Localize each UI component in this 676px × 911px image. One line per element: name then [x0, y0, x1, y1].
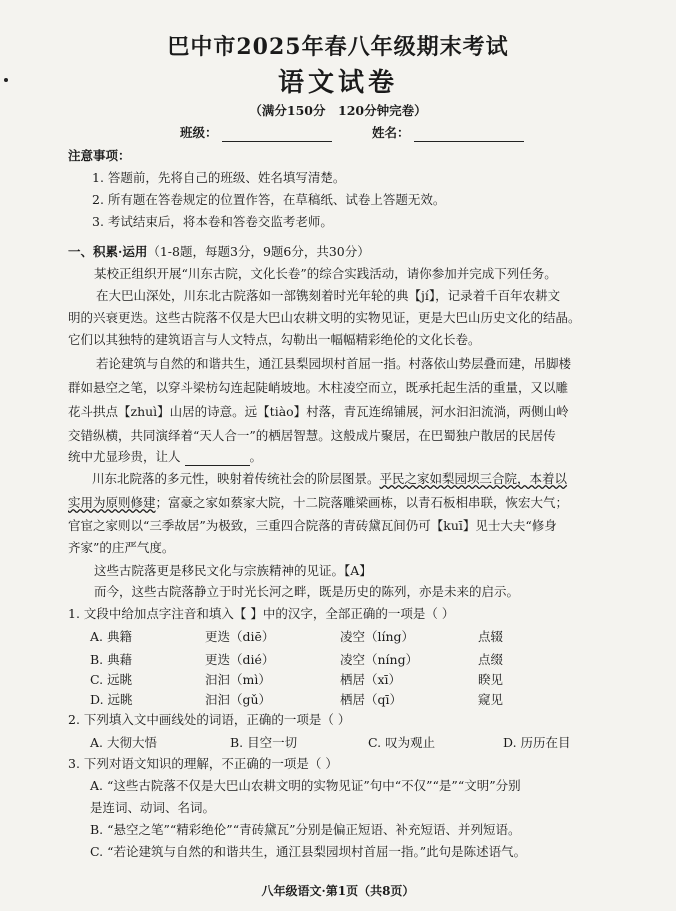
name-field — [372, 124, 524, 142]
passage-line: 若论建筑与自然的和谐共生，通江县梨园坝村首屈一指。村落依山势层叠而建，吊脚楼 — [96, 356, 572, 371]
q1-option-c: 汩汩（mì） — [205, 672, 271, 687]
passage-text: 川东北院落的多元性，映射着传统社会的阶层图景。 — [92, 471, 380, 486]
q2-option-b: B. 目空一切 — [230, 735, 298, 750]
passage-line: 官宦之家则以“三季故居”为极致，三重四合院落的青砖黛瓦间仍可【kuī】见士大夫“修身 — [68, 518, 557, 533]
section-heading — [68, 243, 370, 261]
section-note: （1-8题，每题3分，9题6分，共30分） — [147, 244, 370, 259]
q1-option-d: 汩汩（gǔ） — [205, 692, 272, 707]
q1-option-a: A. 典籍 — [90, 629, 132, 644]
passage-text: 统中尤显珍贵，让人 — [68, 449, 181, 464]
q2-option-a: A. 大彻大悟 — [90, 735, 157, 750]
name-label: 姓名： — [372, 125, 410, 140]
wavy-underlined-text: 实用为原则修建 — [68, 495, 156, 510]
q1-option-d: D. 远眺 — [90, 692, 133, 707]
passage-line: 它们以其独特的建筑语言与人文特点，勾勒出一幅幅精彩绝伦的文化长卷。 — [68, 332, 481, 347]
question-2-stem: 2. 下列填入文中画线处的词语，正确的一项是（ ） — [68, 712, 351, 727]
q1-option-b: 凌空（níng） — [340, 652, 419, 667]
class-field — [180, 124, 332, 142]
q1-option-b: 点缀 — [478, 652, 504, 667]
q1-option-b: B. 典藉 — [90, 652, 133, 667]
wavy-underlined-text: 平民之家如梨园坝三合院，本着以 — [379, 471, 568, 486]
q1-option-d: 栖居（qī） — [340, 692, 402, 707]
passage-text: ；富豪之家如蔡家大院，十二院落雕梁画栋，以青石板相串联，恢宏大气； — [155, 495, 569, 510]
passage-line-with-blank — [68, 448, 262, 466]
q1-option-b: 更迭（dié） — [205, 652, 275, 667]
passage-line: 明的兴衰更迭。这些古院落不仅是大巴山农耕文明的实物见证，更是大巴山历史文化的结晶。 — [68, 310, 581, 325]
question-3-stem: 3. 下列对语文知识的理解，不正确的一项是（ ） — [68, 756, 338, 771]
question-1-stem: 1. 文段中给加点字注音和填入【 】中的汉字，全部正确的一项是（ ） — [68, 606, 455, 621]
passage-line: 花斗拱点【zhuì】山居的诗意。远【tiào】村落，青瓦连绵铺展，河水汩汩流淌，两侧山岭 — [68, 404, 569, 419]
q1-option-c: 睽见 — [478, 672, 504, 687]
q1-option-d: 窥见 — [478, 692, 504, 707]
notice-heading: 注意事项： — [68, 148, 131, 163]
fill-blank-underline — [185, 451, 250, 466]
q3-option-c: C. “若论建筑与自然的和谐共生，通江县梨园坝村首屈一指。”此句是陈述语气。 — [90, 844, 527, 859]
q2-option-c: C. 叹为观止 — [368, 735, 436, 750]
exam-title: 巴中市2025年春八年级期末考试 — [167, 34, 509, 60]
notice-item: 2. 所有题在答卷规定的位置作答，在草稿纸、试卷上答题无效。 — [92, 192, 446, 207]
passage-line: 交错纵横，共同演绎着“天人合一”的栖居智慧。这般成片聚居，在巴蜀独户散居的民居传 — [68, 428, 556, 443]
class-blank — [222, 127, 332, 142]
q3-option-a: A. “这些古院落不仅是大巴山农耕文明的实物见证”句中“不仅”“是”“文明”分别 — [90, 778, 521, 793]
notice-item: 1. 答题前，先将自己的班级、姓名填写清楚。 — [92, 170, 346, 185]
q1-option-a: 凌空（líng） — [340, 629, 415, 644]
passage-line — [92, 470, 567, 488]
notice-item: 3. 考试结束后，将本卷和答卷交监考老师。 — [92, 214, 333, 229]
passage-text: 。 — [249, 449, 263, 464]
q1-option-c: C. 远眺 — [90, 672, 133, 687]
q1-option-c: 栖居（xī） — [340, 672, 402, 687]
section-title: 一、积累·运用 — [68, 244, 148, 259]
section-intro: 某校正组织开展“川东古院，文化长卷”的综合实践活动，请你参加并完成下列任务。 — [94, 266, 557, 281]
name-blank — [414, 127, 524, 142]
q2-option-d: D. 历历在目 — [503, 735, 571, 750]
q1-option-a: 点辍 — [478, 629, 504, 644]
q1-option-a: 更迭（diē） — [205, 629, 275, 644]
q3-option-b: B. “悬空之笔”“精彩绝伦”“青砖黛瓦”分别是偏正短语、补充短语、并列短语。 — [90, 822, 521, 837]
passage-line: 群如悬空之笔，以穿斗梁枋勾连起陡峭坡地。木柱凌空而立，既承托起生活的重量，又以雕 — [68, 380, 569, 395]
exam-score-note: （满分150分 120分钟完卷） — [249, 103, 427, 118]
passage-line: 在大巴山深处，川东北古院落如一部镌刻着时光年轮的典【jí】，记录着千百年农耕文 — [96, 288, 561, 303]
page-footer: 八年级语文·第1页（共8页） — [261, 884, 415, 898]
class-label: 班级： — [180, 125, 218, 140]
q3-option-a-cont: 是连词、动词、名词。 — [90, 800, 216, 815]
passage-line: 齐家”的庄严气度。 — [68, 540, 175, 555]
passage-line: 而今，这些古院落静立于时光长河之畔，既是历史的陈列，亦是未来的启示。 — [94, 584, 520, 599]
passage-line: 这些古院落更是移民文化与宗族精神的见证。【A】 — [94, 563, 372, 578]
passage-line — [68, 494, 568, 512]
exam-subtitle: 语文试卷 — [277, 68, 398, 98]
